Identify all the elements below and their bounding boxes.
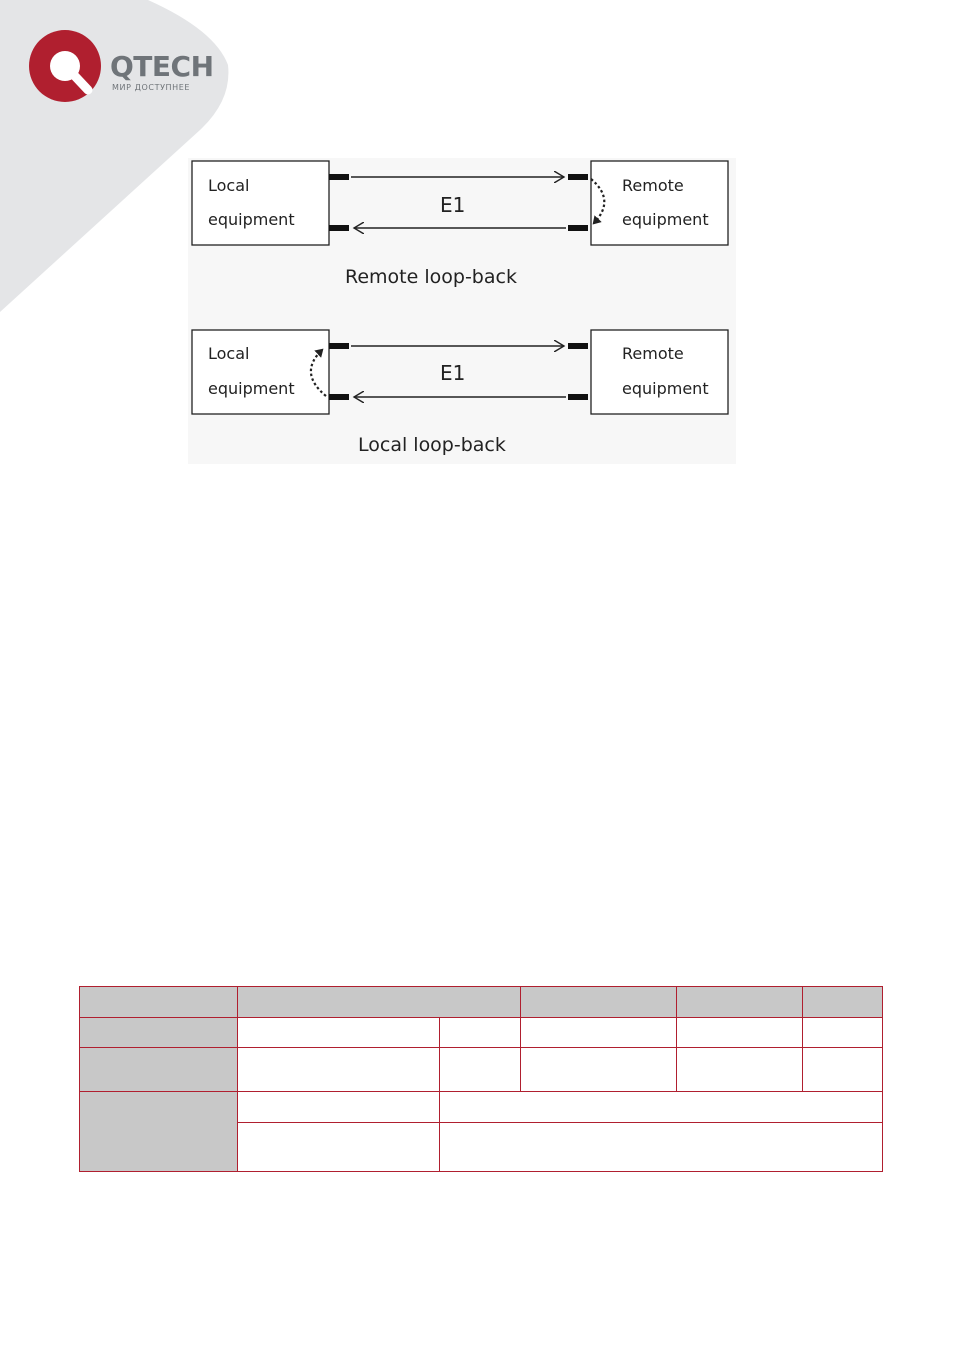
- loopback-diagram: [188, 158, 736, 464]
- table-row-header-cell: [80, 1018, 238, 1048]
- table-cell: [803, 1018, 883, 1048]
- table-cell: [238, 1092, 440, 1123]
- table-cell: [238, 1018, 440, 1048]
- table-header-cell: [80, 987, 238, 1018]
- local-panel-port-local-bottom: [329, 394, 349, 400]
- remote-panel-port-remote-bottom: [568, 225, 588, 231]
- local-panel-port-local-top: [329, 343, 349, 349]
- logo-wordmark: QTECH: [110, 50, 214, 83]
- table-cell: [677, 1048, 803, 1092]
- local-panel-port-remote-top: [568, 343, 588, 349]
- local-panel-remote-label-line1: Remote: [622, 344, 684, 363]
- remote-panel-port-local-bottom: [329, 225, 349, 231]
- table-row: [80, 1092, 883, 1123]
- qtech-logo-icon: [28, 28, 108, 108]
- logo-tagline: МИР ДОСТУПНЕЕ: [112, 83, 191, 92]
- table-header-row: [80, 987, 883, 1018]
- remote-panel-local-label-line2: equipment: [208, 210, 295, 229]
- local-panel-remote-label-line2: equipment: [622, 379, 709, 398]
- remote-panel-caption: Remote loop-back: [345, 266, 517, 288]
- table-cell: [238, 1048, 440, 1092]
- table-cell: [521, 1018, 677, 1048]
- table-header-cell: [803, 987, 883, 1018]
- table-cell: [803, 1048, 883, 1092]
- table-header-cell: [677, 987, 803, 1018]
- table-row: [80, 1048, 883, 1092]
- local-panel-port-remote-bottom: [568, 394, 588, 400]
- table-row-header-cell: [80, 1048, 238, 1092]
- table-cell: [440, 1123, 883, 1172]
- qtech-logo: [28, 28, 228, 108]
- remote-panel-remote-box: [591, 161, 728, 245]
- table-cell: [238, 1123, 440, 1172]
- table-header-cell: [238, 987, 521, 1018]
- remote-panel-remote-label-line1: Remote: [622, 176, 684, 195]
- table-header-cell: [521, 987, 677, 1018]
- table-row-header-cell: [80, 1092, 238, 1172]
- spec-table: [79, 986, 883, 1172]
- local-panel-local-label-line2: equipment: [208, 379, 295, 398]
- local-panel-local-label-line1: Local: [208, 344, 250, 363]
- table-cell: [440, 1018, 521, 1048]
- table-cell: [440, 1048, 521, 1092]
- local-panel-link-label: E1: [440, 361, 466, 385]
- remote-panel-port-remote-top: [568, 174, 588, 180]
- remote-panel-link-label: E1: [440, 193, 466, 217]
- local-panel-remote-box: [591, 330, 728, 414]
- remote-panel-remote-label-line2: equipment: [622, 210, 709, 229]
- table-row: [80, 1018, 883, 1048]
- table-cell: [677, 1018, 803, 1048]
- local-panel-caption: Local loop-back: [358, 434, 506, 456]
- remote-panel-local-box: [192, 161, 329, 245]
- table-cell: [440, 1092, 883, 1123]
- remote-panel-local-label-line1: Local: [208, 176, 250, 195]
- remote-panel-port-local-top: [329, 174, 349, 180]
- table-cell: [521, 1048, 677, 1092]
- local-panel-local-box: [192, 330, 329, 414]
